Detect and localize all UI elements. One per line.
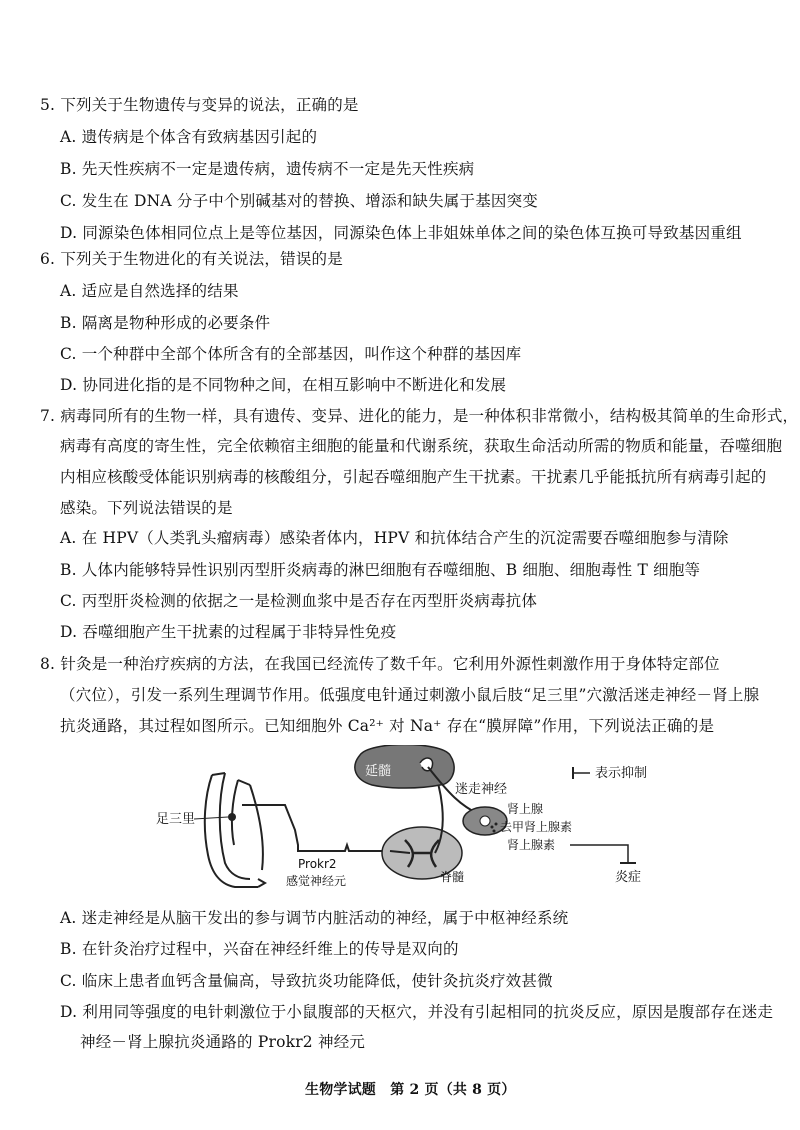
sensory-nerve	[242, 805, 390, 851]
spinal-cord-label: 脊髓	[440, 870, 465, 884]
q5-option-d: D. 同源染色体相同位点上是等位基因，同源染色体上非姐妹单体之间的染色体互换可导致基因重组	[60, 224, 742, 242]
q7-option-b: B. 人体内能够特异性识别丙型肝炎病毒的淋巴细胞有吞噬细胞、B 细胞、细胞毒性 T 细胞等	[60, 561, 701, 579]
q6-option-d: D. 协同进化指的是不同物种之间，在相互影响中不断进化和发展	[60, 376, 507, 394]
q5-option-b: B. 先天性疾病不一定是遗传病，遗传病不一定是先天性疾病	[60, 160, 475, 178]
q5-stem: 5. 下列关于生物遗传与变异的说法，正确的是	[40, 96, 359, 114]
q8-stem-line3: 抗炎通路，其过程如图所示。已知细胞外 Ca²⁺ 对 Na⁺ 存在“膜屏障”作用，下列说法正确的是	[60, 717, 715, 735]
zusanli-point	[228, 813, 236, 821]
page-footer: 生物学试题 第 2 页（共 8 页）	[305, 1082, 516, 1098]
q5-option-c: C. 发生在 DNA 分子中个别碱基对的替换、增添和缺失属于基因突变	[60, 192, 539, 210]
q5-option-a: A. 遗传病是个体含有致病基因引起的	[60, 128, 318, 146]
q7-stem-line3: 内相应核酸受体能识别病毒的核酸组分，引起吞噬细胞产生干扰素。干扰素几乎能抵抗所有病毒引起的	[60, 468, 767, 486]
q8-stem-line1: 8. 针灸是一种治疗疾病的方法，在我国已经流传了数千年。它利用外源性刺激作用于身体特定部位	[40, 655, 720, 673]
q8-stem-line2: （穴位），引发一系列生理调节作用。低强度电针通过刺激小鼠后肢“足三里”穴激活迷走神经－肾上腺	[60, 686, 760, 704]
q7-stem-line1: 7. 病毒同所有的生物一样，具有遗传、变异、进化的能力，是一种体积非常微小，结构极其简单的生命形式，	[40, 407, 799, 425]
vagus-nerve-label: 迷走神经	[455, 782, 508, 797]
q8-option-b: B. 在针灸治疗过程中，兴奋在神经纤维上的传导是双向的	[60, 940, 459, 958]
medulla-label: 延髓	[365, 764, 392, 779]
q6-stem: 6. 下列关于生物进化的有关说法，错误的是	[40, 250, 343, 268]
zusanli-label: 足三里	[156, 812, 196, 827]
q7-option-c: C. 丙型肝炎检测的依据之一是检测血浆中是否存在丙型肝炎病毒抗体	[60, 592, 538, 610]
norepinephrine-label: 去甲肾上腺素	[500, 820, 573, 834]
q6-option-c: C. 一个种群中全部个体所含有的全部基因，叫作这个种群的基因库	[60, 345, 522, 363]
q6-option-b: B. 隔离是物种形成的必要条件	[60, 314, 271, 332]
q8-option-d-line2: 神经－肾上腺抗炎通路的 Prokr2 神经元	[80, 1033, 366, 1051]
q7-option-a: A. 在 HPV（人类乳头瘤病毒）感染者体内，HPV 和抗体结合产生的沉淀需要吞噬细胞参与清除	[60, 529, 729, 547]
q8-option-c: C. 临床上患者血钙含量偏高，导致抗炎功能降低，使针灸抗炎疗效甚微	[60, 972, 553, 990]
inhibition-path	[570, 845, 628, 863]
q7-stem-line2: 病毒有高度的寄生性，完全依赖宿主细胞的能量和代谢系统，获取生命活动所需的物质和能量，吞噬细胞	[60, 437, 783, 455]
q8-option-a: A. 迷走神经是从脑干发出的参与调节内脏活动的神经，属于中枢神经系统	[60, 909, 569, 927]
q7-stem-line4: 感染。下列说法错误的是	[60, 499, 233, 517]
prokr2-label: Prokr2	[298, 857, 337, 871]
adrenal-label: 肾上腺	[507, 802, 544, 816]
inflammation-label: 炎症	[615, 870, 642, 885]
legend-inhibition-label: 表示抑制	[595, 766, 648, 781]
q8-option-d-line1: D. 利用同等强度的电针刺激位于小鼠腹部的天枢穴，并没有引起相同的抗炎反应，原因是腹部存在迷走	[60, 1003, 774, 1021]
q7-option-d: D. 吞噬细胞产生干扰素的过程属于非特异性免疫	[60, 623, 397, 641]
q6-option-a: A. 适应是自然选择的结果	[60, 282, 239, 300]
sensory-neuron-label: 感觉神经元	[286, 874, 347, 888]
epinephrine-label: 肾上腺素	[507, 838, 556, 852]
mouse-leg-drawing	[205, 773, 265, 887]
acupuncture-pathway-diagram	[150, 745, 710, 900]
